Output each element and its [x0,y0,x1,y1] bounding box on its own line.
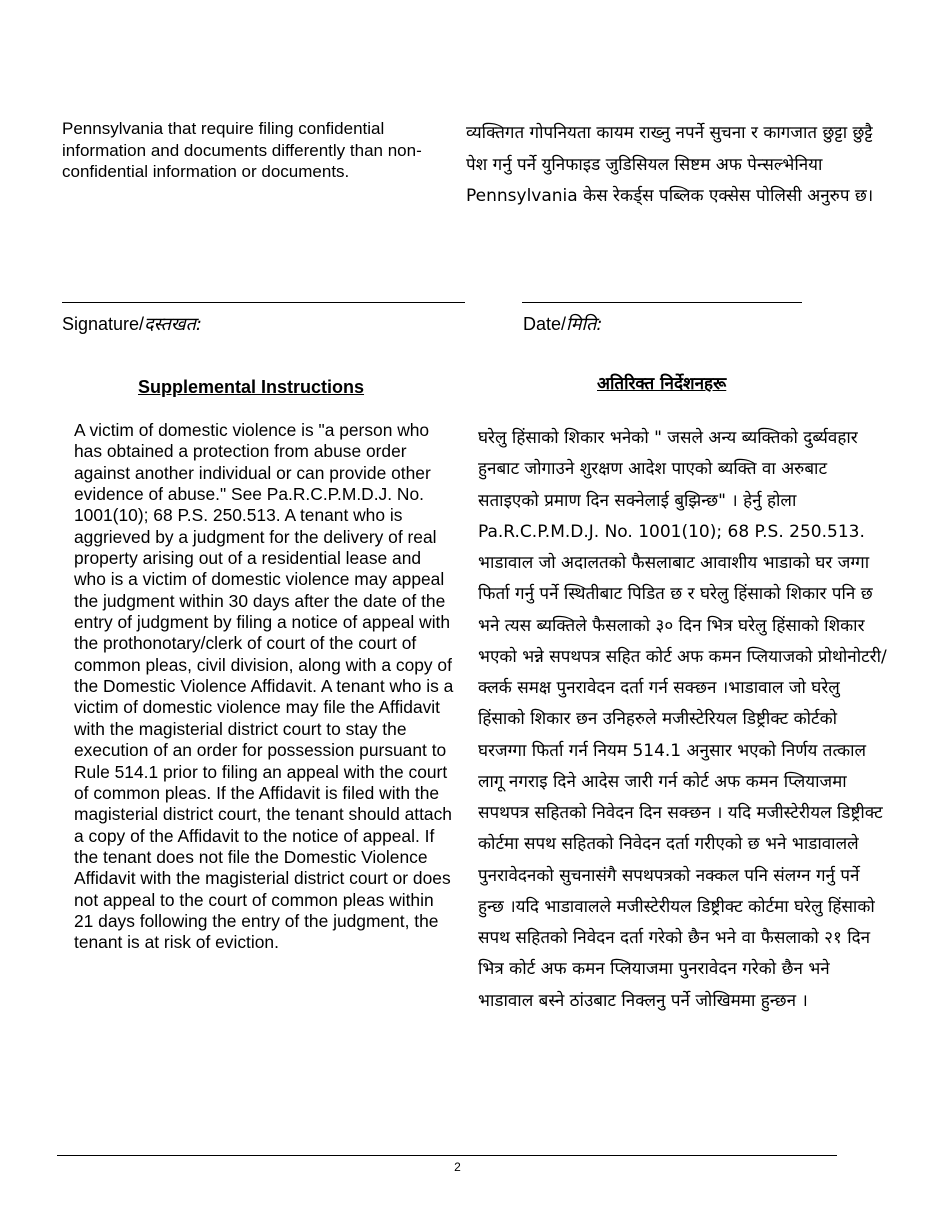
supplemental-heading-en: Supplemental Instructions [138,377,365,397]
date-label [523,312,602,336]
signature-line [62,302,465,303]
signature-label [62,312,202,336]
top-english-text: Pennsylvania that require filing confidential information and documents differently than non-confidential information or documents. [62,119,422,181]
date-label-ne: मिति: [566,314,603,335]
date-line [522,302,802,303]
top-nepali-text: व्यक्तिगत गोपनियता कायम राख्नु नपर्ने सुचना र कागजात छुट्टा छुट्टै पेश गर्नु पर्ने युनिफाइड जुडिसियल सिष्टम अफ पेन्सल्भेनिया Pennsylvania केस रेकर्ड्स पब्लिक एक्सेस पोलिसी अनुरुप छ। [466,123,874,206]
signature-label-ne: दस्तखत: [144,314,202,335]
supplemental-body-ne: घरेलु हिंसाको शिकार भनेको " जसले अन्य ब्यक्तिको दुर्ब्यवहार हुनबाट जोगाउने शुरक्षण आदेश पाएको ब्यक्ति वा अरुबाट सताइएको प्रमाण दिन सक्नेलाई बुझिन्छ" । हेर्नु होला Pa.R.C.P.M.D.J. No. 1001(10); 68 P.S. 250.513. भाडावाल जो अदालतको फैसलाबाट आवाशीय भाडाको घर जग्गा फिर्ता गर्नु पर्ने स्थितीबाट पिडित छ र घरेलु हिंसाको शिकार पनि छ भने त्यस ब्यक्तिले फैसलाको ३० दिन भित्र घरेलु हिंसाको शिकार भएको भन्ने सपथपत्र सहित कोर्ट अफ कमन प्लियाजको प्रोथोनोटरी/ क्लर्क समक्ष पुनरावेदन दर्ता गर्न सक्छन ।भाडावाल जो घरेलु हिंसाको शिकार छन उनिहरुले मजीस्टेरियल डिष्ट्रीक्ट कोर्टको घरजग्गा फिर्ता गर्न नियम 514.1 अनुसार भएको निर्णय तत्काल लागू नगराइ दिने आदेस जारी गर्न कोर्ट अफ कमन प्लियाजमा सपथपत्र सहितको निवेदन दिन सक्छन । यदि मजीस्टेरीयल डिष्ट्रीक्ट कोर्टमा सपथ सहितको निवेदन दर्ता गरीएको छ भने भाडावालले पुनरावेदनको सुचनासंगै सपथपत्रको नक्कल पनि संलग्न गर्नु पर्ने हुन्छ ।यदि भाडावालले मजीस्टेरीयल डिष्ट्रीक्ट कोर्टमा घरेलु हिंसाको सपथ सहितको निवेदन दर्ता गरेको छैन भने वा फैसलाको २१ दिन भित्र कोर्ट अफ कमन प्लियाजमा पुनरावेदन गरेको छैन भने भाडावाल बस्ने ठांउबाट निक्लनु पर्ने जोखिममा हुन्छन । [478,428,887,1011]
signature-label-en: Signature/ [62,314,145,334]
supplemental-heading-ne: अतिरिक्त निर्देशनहरू [597,374,727,394]
supplemental-body-en: A victim of domestic violence is "a person who has obtained a protection from abuse order against another individual or can provide other evidence of abuse." See Pa.R.C.P.M.D.J. No. 1001(10); 68 P.S. 250.513. A tenant who is aggrieved by a judgment for the delivery of real property arising out of a residential lease and who is a victim of domestic violence may appeal the judgment within 30 days after the date of the entry of judgment by filing a notice of appeal with the prothonotary/clerk of court of the court of common pleas, civil division, along with a copy of the Domestic Violence Affidavit. A tenant who is a victim of domestic violence may file the Affidavit with the magisterial district court to stay the execution of an order for possession pursuant to Rule 514.1 prior to filing an appeal with the court of common pleas. If the Affidavit is filed with the magisterial district court, the tenant should attach a copy of the Affidavit to the notice of appeal. If the tenant does not file the Domestic Violence Affidavit with the magisterial district court or does not appeal to the court of common pleas within 21 days following the entry of the judgment, the tenant is at risk of eviction. [74,420,454,953]
footer-divider [57,1155,837,1156]
date-label-en: Date/ [523,314,567,334]
page-number: 2 [454,1160,461,1174]
